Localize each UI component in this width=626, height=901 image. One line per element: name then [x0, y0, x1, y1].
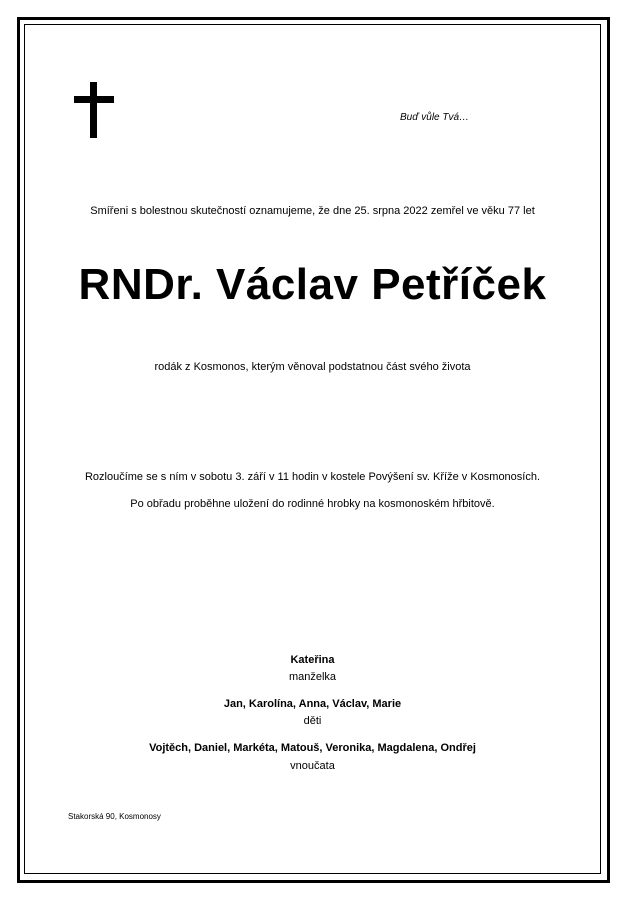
ceremony-farewell: Rozloučíme se s ním v sobotu 3. září v 11 hodin v kostele Povýšení sv. Kříže v Kosmonosích. [84, 471, 541, 483]
mourner-names-children: Jan, Karolína, Anna, Václav, Marie [223, 698, 402, 710]
mourner-role-spouse: manželka [288, 671, 337, 683]
deceased-name: RNDr. Václav Petříček [78, 260, 547, 309]
mourner-role-grandchildren: vnoučata [290, 760, 335, 772]
mourner-names-grandchildren: Vojtěch, Daniel, Markéta, Matouš, Veronika, Magdalena, Ondřej [149, 742, 476, 754]
motto-text: Buď vůle Tvá… [400, 112, 470, 123]
announcement-intro: Smířeni s bolestnou skutečností oznamujeme, že dne 25. srpna 2022 zemřel ve věku 77 let [90, 205, 535, 217]
cross-horizontal-bar [74, 96, 114, 103]
address-text: Stakorská 90, Kosmonosy [68, 812, 161, 821]
ceremony-burial: Po obřadu proběhne uložení do rodinné hrobky na kosmonoském hřbitově. [130, 498, 495, 510]
announcement-native: rodák z Kosmonos, kterým věnoval podstatnou část svého života [154, 361, 471, 373]
cross-vertical-bar [90, 82, 97, 138]
cross-icon [74, 82, 114, 138]
mourner-role-children: děti [303, 715, 322, 727]
mourner-names-spouse: Kateřina [290, 654, 335, 666]
